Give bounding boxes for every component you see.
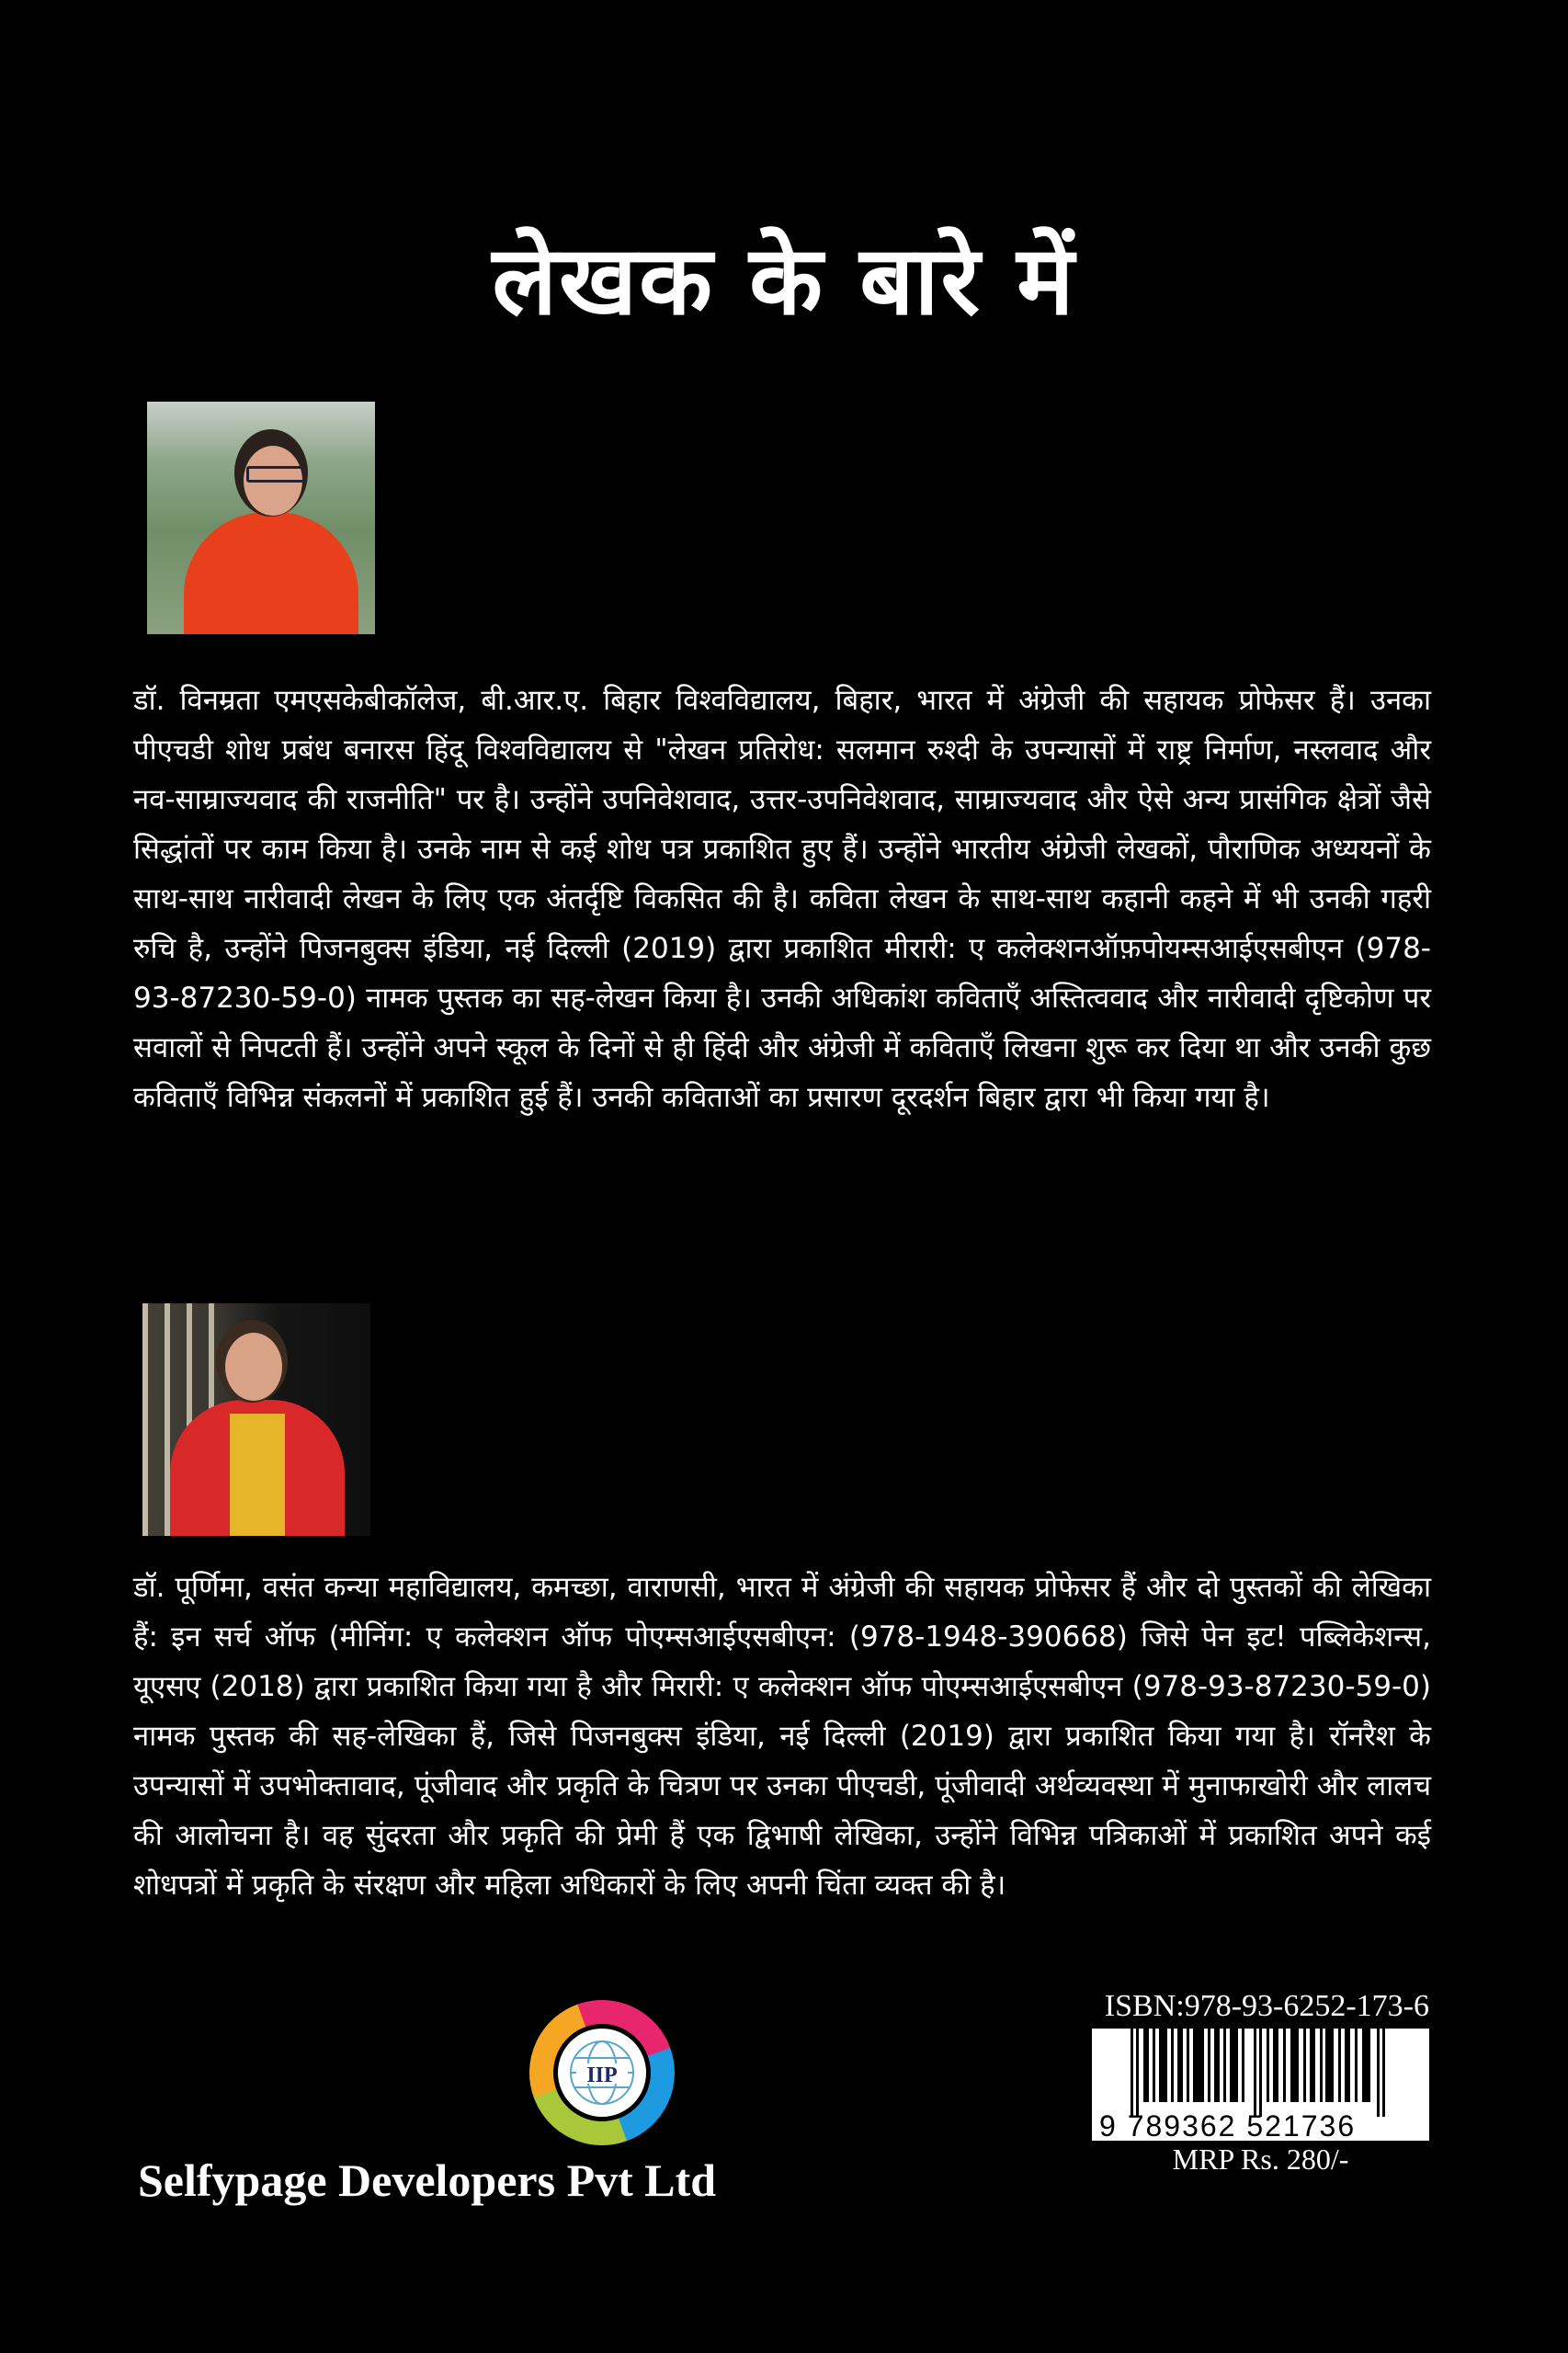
page-title: लेखक के बारे में	[492, 223, 1076, 336]
author-1-photo	[147, 402, 375, 634]
isbn-block	[1092, 1988, 1429, 2177]
svg-text:IIP: IIP	[586, 2063, 618, 2087]
author-1-bio: डॉ. विनम्रता एमएसकेबीकॉलेज, बी.आर.ए. बिहार विश्वविद्यालय, बिहार, भारत में अंग्रेजी की सहायक प्रोफेसर हैं। उनका पीएचडी शोध प्रबंध बनारस हिंदू विश्वविद्यालय से "लेखन प्रतिरोध: सलमान रुश्दी के उपन्यासों में राष्ट्र निर्माण, नस्लवाद और नव-साम्राज्यवाद की राजनीति" पर है। उन्होंने उपनिवेशवाद, उत्तर-उपनिवेशवाद, साम्राज्यवाद और ऐसे अन्य प्रासंगिक क्षेत्रों जैसे सिद्धांतों पर काम किया है। उनके नाम से कई शोध पत्र प्रकाशित हुए हैं। उन्होंने भारतीय अंग्रेजी लेखकों, पौराणिक अध्ययनों के साथ-साथ नारीवादी लेखन के लिए एक अंतर्दृष्टि विकसित की है। कविता लेखन के साथ-साथ कहानी कहने में भी उनकी गहरी रुचि है, उन्होंने पिजनबुक्स इंडिया, नई दिल्ली (2019) द्वारा प्रकाशित मीरारी: ए कलेक्शनऑफ़पोयम्सआईएसबीएन (978-93-87230-59-0) नामक पुस्तक का सह-लेखन किया है। उनकी अधिकांश कविताएँ अस्तित्ववाद और नारीवादी दृष्टिकोण पर सवालों से निपटती हैं। उन्होंने अपने स्कूल के दिनों से ही हिंदी और अंग्रेजी में कविताएँ लिखना शुरू कर दिया था और उनकी कुछ कविताएँ विभिन्न संकलनों में प्रकाशित हुई हैं। उनकी कविताओं का प्रसारण दूरदर्शन बिहार द्वारा भी किया गया है।	[133, 684, 1431, 1114]
iip-logo	[528, 1999, 676, 2146]
barcode	[1092, 2029, 1429, 2141]
barcode-digits: 9 789362 521736	[1099, 2109, 1357, 2143]
author-2-bio: डॉ. पूर्णिमा, वसंत कन्या महाविद्यालय, कमच्छा, वाराणसी, भारत में अंग्रेजी की सहायक प्रोफेसर हैं और दो पुस्तकों की लेखिका हैं: इन सर्च ऑफ (मीनिंग: ए कलेक्शन ऑफ पोएम्सआईएसबीएन: (978-1948-390668) जिसे पेन इट! पब्लिकेशन्स, यूएसए (2018) द्वारा प्रकाशित किया गया है और मिरारी: ए कलेक्शन ऑफ पोएम्सआईएसबीएन (978-93-87230-59-0) नामक पुस्तक की सह-लेखिका हैं, जिसे पिजनबुक्स इंडिया, नई दिल्ली (2019) द्वारा प्रकाशित किया गया है। रॉनरैश के उपन्यासों में उपभोक्तावाद, पूंजीवाद और प्रकृति के चित्रण पर उनका पीएचडी, पूंजीवादी अर्थव्यवस्था में मुनाफाखोरी और लालच की आलोचना है। वह सुंदरता और प्रकृति की प्रेमी हैं एक द्विभाषी लेखिका, उन्होंने विभिन्न पत्रिकाओं में प्रकाशित अपने कई शोधपत्रों में प्रकृति के संरक्षण और महिला अधिकारों के लिए अपनी चिंता व्यक्त की है।	[133, 1571, 1431, 1902]
author-2-saree	[230, 1414, 285, 1536]
publisher-name: Selfypage Developers Pvt Ltd	[138, 2154, 717, 2206]
author-2-photo	[142, 1303, 370, 1536]
isbn-number: ISBN:978-93-6252-173-6	[1104, 1989, 1429, 2023]
author-2-face	[225, 1333, 282, 1401]
author-1-glasses	[246, 466, 305, 483]
iip-globe-icon	[528, 1999, 676, 2146]
price-label: MRP Rs. 280/-	[1172, 2143, 1349, 2176]
barcode-bars-icon	[1129, 2029, 1395, 2117]
author-1-dupatta	[184, 512, 358, 634]
